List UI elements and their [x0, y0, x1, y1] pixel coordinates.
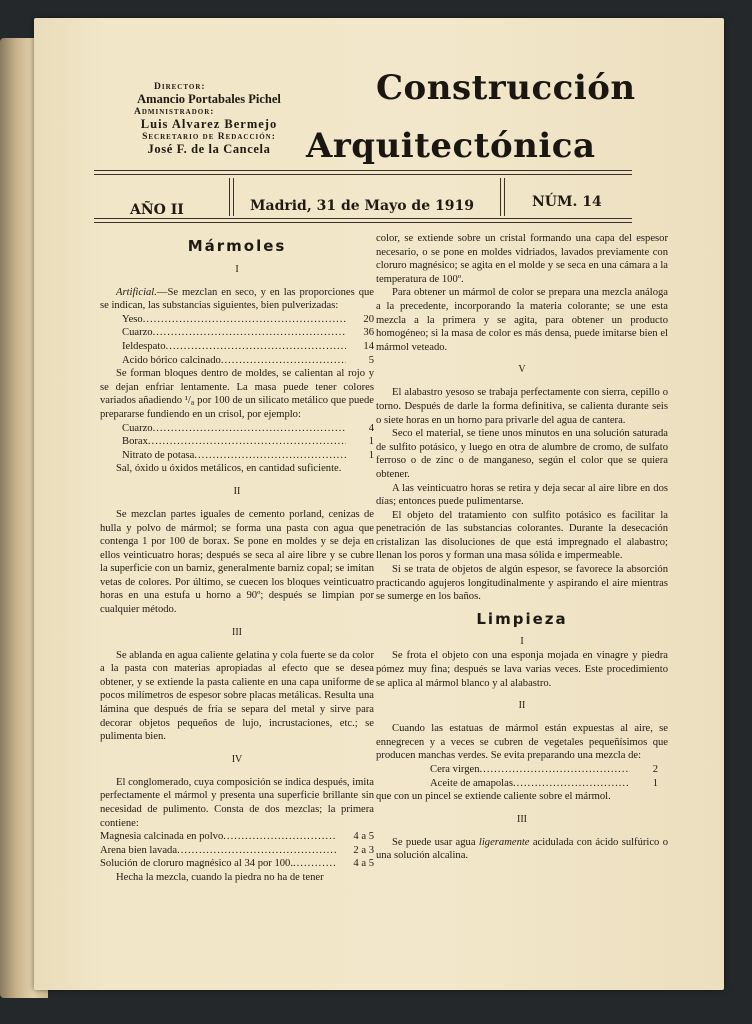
list-item: Acido bórico calcinado ..... 5 [122, 354, 374, 368]
magazine-title-line2: Arquitectónica [306, 126, 596, 166]
header-rule-bottom [94, 218, 632, 219]
section-ii: II [233, 485, 241, 497]
magazine-title-line1: Construcción [376, 68, 636, 108]
list-item: Arena bien lavada ..... 2 a 3 [100, 844, 374, 858]
director-name: Amancio Portabales Pichel [137, 92, 281, 106]
ingredient-list-2 [100, 422, 374, 463]
paragraph: Hecha la mezcla, cuando la piedra no ha de tener [116, 871, 324, 883]
emphasis: Artificial. [116, 286, 157, 298]
section-iv: IV [231, 753, 243, 765]
limpieza-section-ii: II [518, 700, 526, 712]
paragraph: Seco el material, se tiene unos minutos en una solución saturada de sulfito potásico, y luego en otra de alumbre de cromo, de sulfato ferroso o de zinc o de manganeso, según el color que se quiera obtener. [376, 428, 668, 480]
secretary-name: José F. de la Cancela [147, 142, 271, 156]
list-item: Ieldespato ..... 14 [122, 340, 374, 354]
header-rule-top-2 [94, 174, 632, 175]
section-i: I [235, 263, 239, 275]
paragraph: El alabastro yesoso se trabaja perfectamente con sierra, cepillo o torno. Después de darle la forma definitiva, se calienta durante seis o siete horas en un horno para privarle del agua de cantera. [376, 387, 668, 426]
paragraph: A las veinticuatro horas se retira y deja secar al aire libre en dos días; entonces puede pulimentarse. [376, 482, 668, 508]
paragraph: El conglomerado, cuya composición se indica después, imita perfectamente el mármol y presenta una superficie brillante sin necesidad de pulimento. Consta de dos mezclas; la primera contiene: [100, 776, 375, 829]
header-rule-top [94, 170, 632, 171]
ingredient-list-3 [100, 830, 374, 871]
secretary-role: Secretario de Redacción: [142, 132, 276, 142]
paragraph: que con un pincel se extiende caliente sobre el mármol. [376, 791, 611, 803]
paragraph: Se mezclan partes iguales de cemento porland, cenizas de hulla y polvo de mármol; se forma una pasta con agua que contenga 1 por 100 de borax. Se pone en moldes y se deja en ellos veinticuatro horas; después se seca al aire libre y se cubre la superficie con un barniz, generalmente barniz copal; se imitan vetas de colores. Por último, se cuecen los bloques veinticuatro horas en una estufa u horno a 90º; después se limpian por cualquier método. [100, 508, 374, 616]
editorial-staff [94, 82, 324, 157]
heading-marmoles: Mármoles [187, 237, 287, 255]
limpieza-section-iii: III [517, 813, 527, 825]
ingredient-list-4 [376, 763, 668, 790]
left-column [100, 237, 375, 885]
bar-divider-2 [500, 178, 505, 216]
emphasis: ligeramente [478, 836, 530, 848]
paragraph: Artificial.—Se mezclan en seco, y en las proporciones que se indican, las substancias siguientes, bien pulverizadas: [100, 286, 374, 312]
admin-name: Luis Alvarez Bermejo [140, 117, 278, 131]
list-item: Aceite de amapolas ..... 1 [430, 777, 658, 791]
issue-number: NÚM. 14 [532, 194, 602, 210]
ingredient-list-1 [100, 313, 374, 367]
paragraph: Cuando las estatuas de mármol están expuestas al aire, se ennegrecen y a veces se cubren de vegetales pequeñísimos que producen manchas verdes. Se evita preparando una mezcla de: [376, 723, 668, 762]
paragraph: El objeto del tratamiento con sulfito potásico es facilitar la penetración de las substancias colorantes. Durante la desecación cristalizan las disoluciones de que está impregnado el alabastro; llenan los poros y forman una masa sólida e impermeable. [376, 509, 668, 562]
list-item: Cera virgen ..... 2 [430, 763, 658, 777]
list-item: Nitrato de potasa ..... 1 [122, 449, 374, 463]
list-item: Borax ..... 1 [122, 435, 374, 449]
paragraph: Se puede usar agua ligeramente acidulada con ácido sulfúrico o una solución alcalina. [376, 836, 668, 862]
bar-divider-1 [229, 178, 234, 216]
list-item: Cuarzo ..... 4 [122, 422, 374, 436]
section-iii: III [232, 626, 242, 638]
heading-limpieza: Limpieza [476, 609, 568, 628]
list-item: Solución de cloruro magnésico al 34 por 100. ..... 4 a 5 [100, 857, 374, 871]
paragraph: color, se extiende sobre un cristal formando una capa del espesor necesario, o se pone en moldes vidriados, lavados previamente con cloruro magnésico; se agita en el molde y se seca en una cámara a la temperatura de 100º. [376, 233, 668, 285]
limpieza-section-i: I [520, 636, 524, 648]
list-item: Cuarzo ..... 36 [122, 326, 374, 340]
list-item: Yeso ..... 20 [122, 313, 374, 327]
section-v: V [518, 364, 526, 376]
paragraph: Se frota el objeto con una esponja mojada en vinagre y piedra pómez muy fina; después se lava varias veces. Este procedimiento se aplica al mármol blanco y al alabastro. [376, 650, 668, 689]
paragraph: Se ablanda en agua caliente gelatina y cola fuerte se da color a la pasta con materias apropiadas al efecto que se desea obtener, y se extiende la pasta caliente en una capa uniforme de pocos milímetros de espesor sobre placas metálicas. Resulta una lámina que después de fría se separa del metal y sirve para decorar objetos pequeños de lujo, incrustaciones, etc.; se pulimenta bien. [100, 649, 374, 743]
paragraph: Si se trata de objetos de algún espesor, se favorece la absorción practicando agujeros longitudinalmente y aspirando el aire mientras se sumerge en los baños. [376, 564, 668, 603]
right-column [376, 232, 668, 863]
director-role: Director: [154, 82, 206, 92]
paragraph: Para obtener un mármol de color se prepara una mezcla análoga a la precedente, incorporando la materia colorante; se une esta mezcla a la primera y se agita, para obtener un producto homogéneo; si la masa de color es más densa, puede imitarse bien el mármol veteado. [376, 287, 668, 353]
list-item: Magnesia calcinada en polvo ..... 4 a 5 [100, 830, 374, 844]
magazine-page [34, 18, 724, 990]
issue-date: Madrid, 31 de Mayo de 1919 [250, 198, 474, 214]
issue-year: AÑO II [130, 202, 184, 218]
header-rule-bottom-2 [94, 222, 632, 223]
admin-role: Administrador: [134, 107, 215, 117]
paragraph: Sal, óxido u óxidos metálicos, en cantidad suficiente. [116, 463, 342, 475]
paragraph: Se forman bloques dentro de moldes, se calientan al rojo y se dejan enfriar lentamente. La masa puede tener colores variados añadiendo ¹/₈ por 100 de un silicato metálico que puede prepararse fundiendo en un crisol, por ejemplo: [100, 368, 374, 420]
